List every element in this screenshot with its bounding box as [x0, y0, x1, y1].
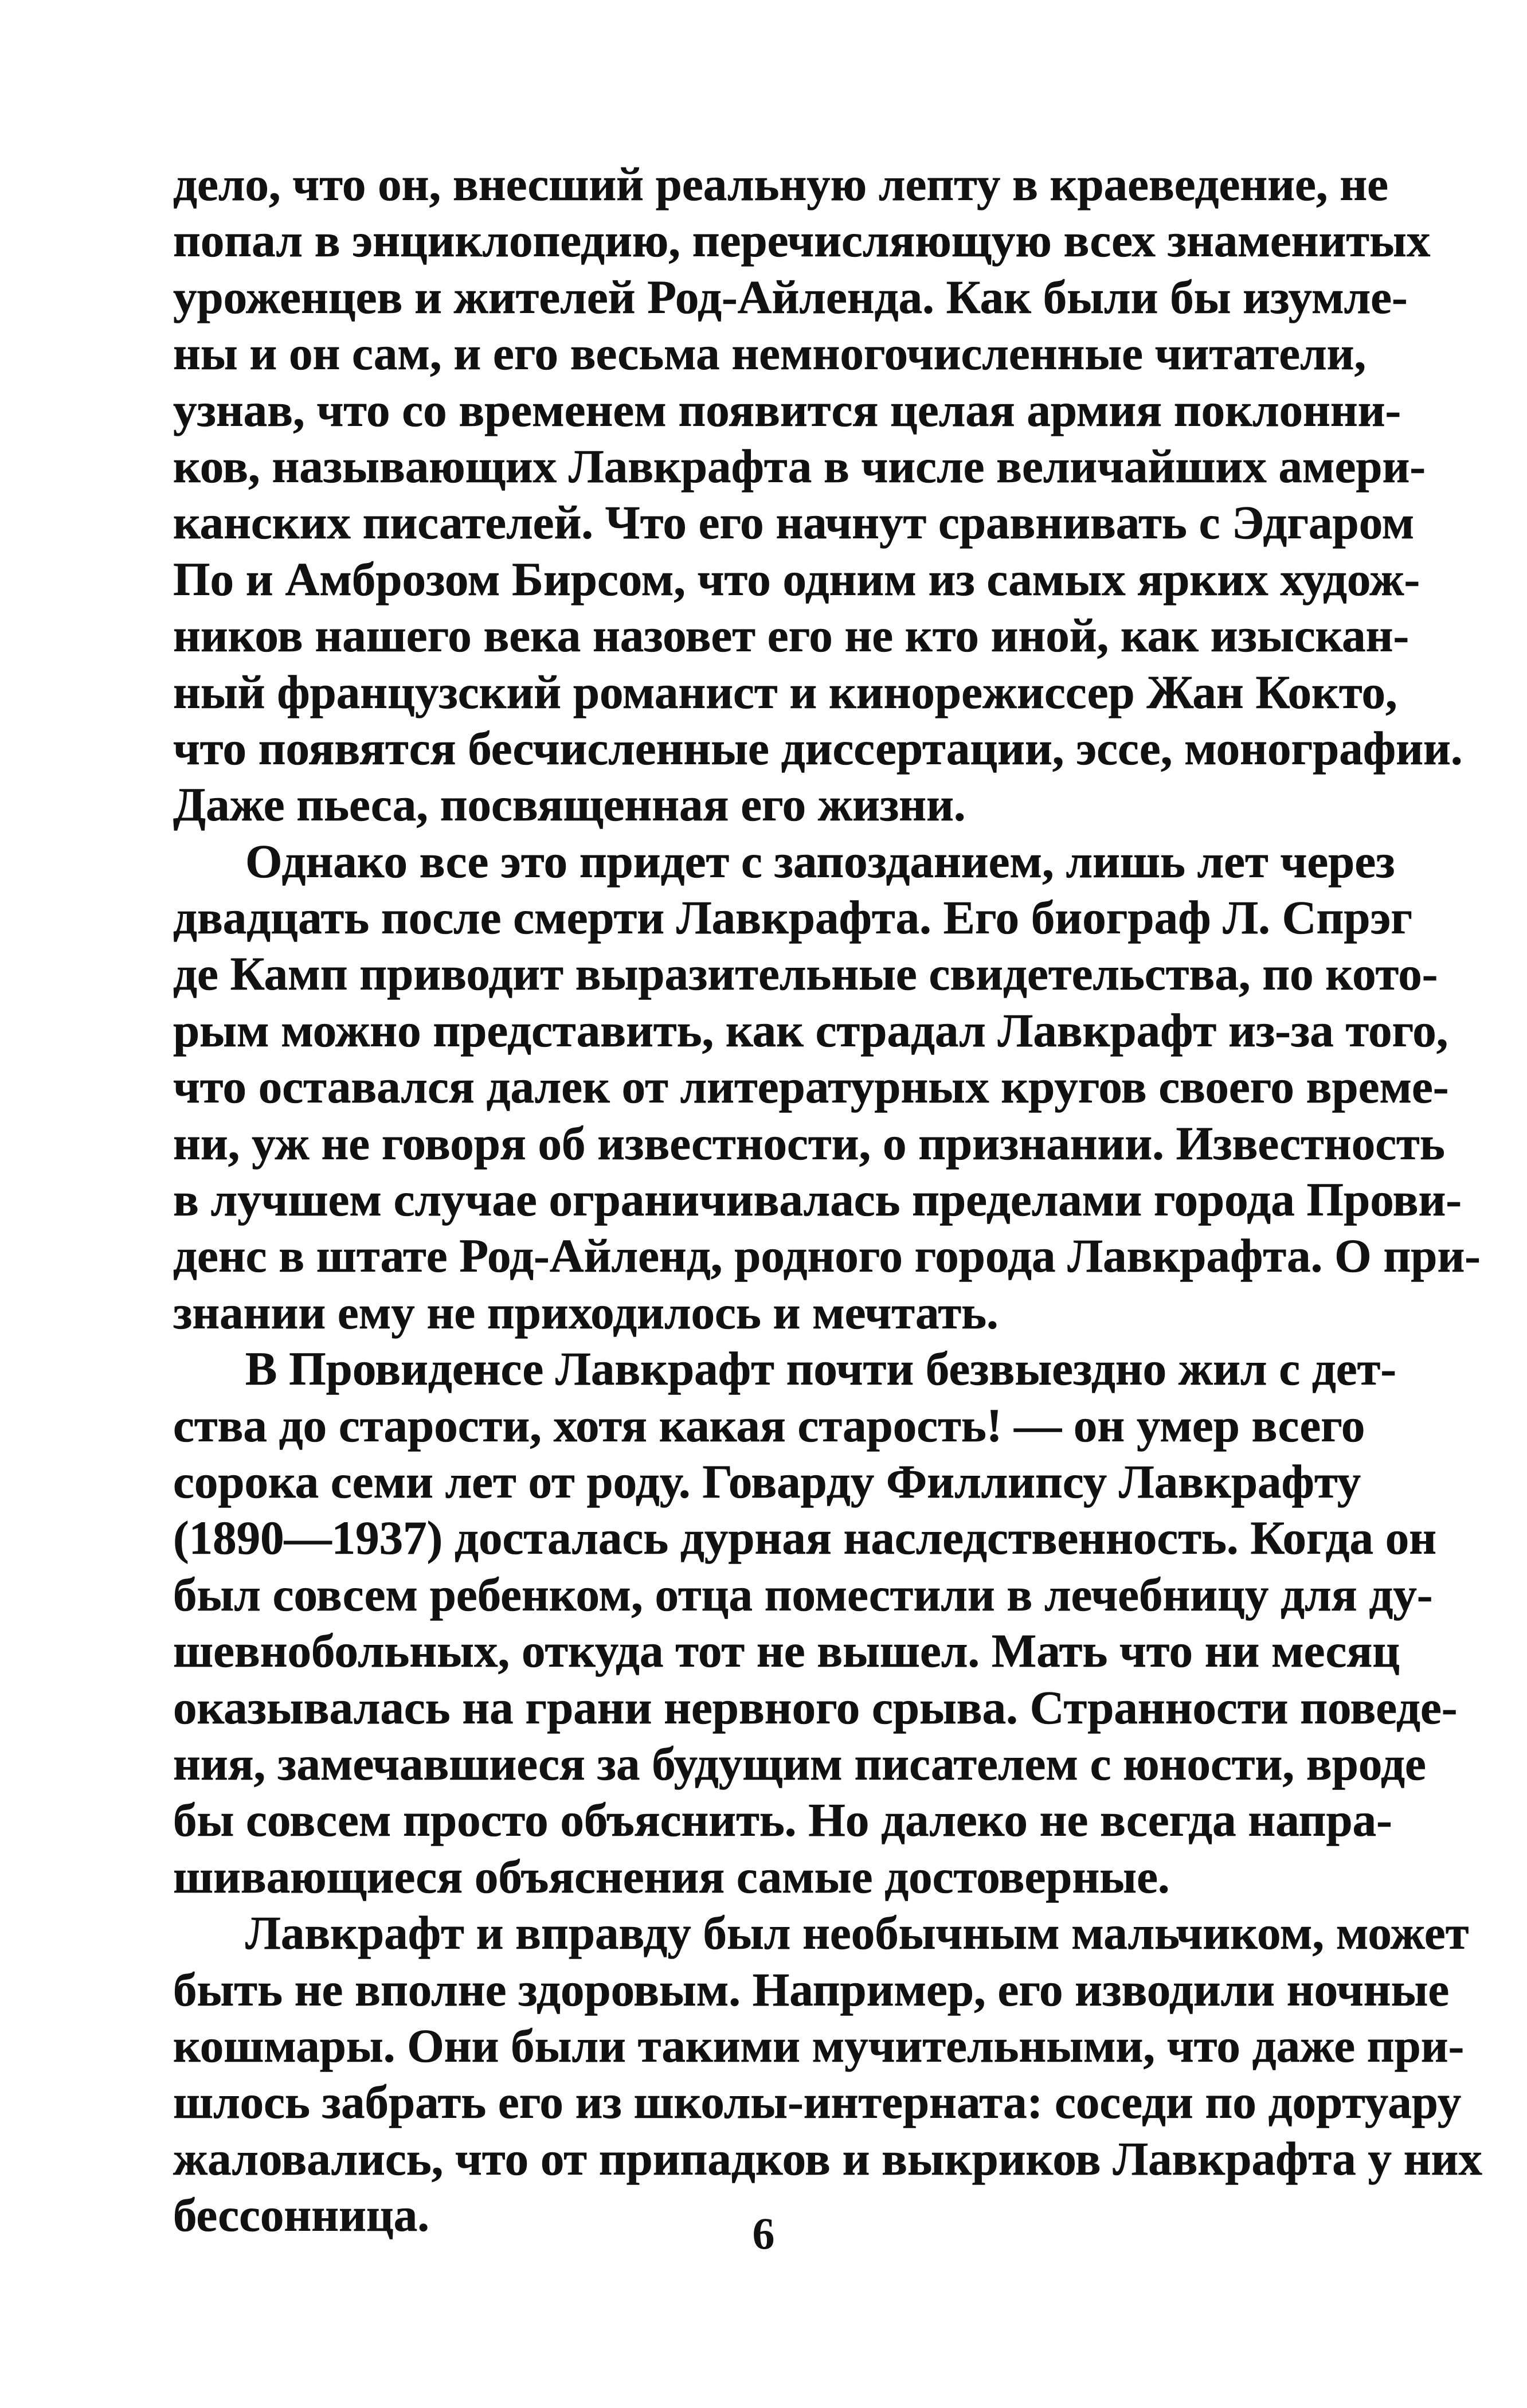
text-line: шлось забрать его из школы-интерната: соседи по дортуару [173, 2075, 1462, 2129]
text-line: быть не вполне здоровым. Например, его изводили ночные [173, 1963, 1450, 2016]
text-line: жаловались, что от припадков и выкриков Лавкрафта у них [173, 2132, 1482, 2185]
text-line: рым можно представить, как страдал Лавкрафт из-за того, [173, 1003, 1448, 1057]
text-line: узнав, что со временем появится целая армия поклонни- [173, 383, 1401, 436]
text-line: дело, что он, внесший реальную лепту в краеведение, не [173, 158, 1389, 210]
paragraph-4 [173, 1905, 1482, 2243]
text-line: шивающиеся объяснения самые достоверные. [173, 1850, 1170, 1903]
text-line: попал в энциклопедию, перечисляющую всех знаменитых [173, 214, 1431, 267]
body-text [173, 156, 1482, 2243]
text-line: де Камп приводит выразительные свидетельства, по кото- [173, 947, 1438, 1000]
paragraph-1 [173, 156, 1463, 833]
text-line: знании ему не приходилось и мечтать. [173, 1285, 999, 1339]
text-line: Даже пьеса, посвященная его жизни. [173, 778, 966, 831]
text-line: денс в штате Род-Айленд, родного города Лавкрафта. О при- [173, 1229, 1481, 1283]
text-line: ный французский романист и кинорежиссер Жан Кокто, [173, 665, 1397, 718]
text-line: ков, называющих Лавкрафта в числе величайших амери- [173, 439, 1426, 492]
text-line: что появятся бесчисленные диссертации, эссе, монографии. [173, 721, 1463, 775]
text-line: ни, уж не говоря об известности, о признании. Известность [173, 1116, 1445, 1170]
text-line: Лавкрафт и вправду был необычным мальчиком, может [245, 1906, 1469, 1960]
text-line: бессонница. [173, 2188, 429, 2242]
text-line: шевнобольных, откуда тот не вышел. Мать что ни месяц [173, 1624, 1400, 1678]
text-line: (1890—1937) досталась дурная наследственность. Когда он [173, 1511, 1437, 1565]
text-line: двадцать после смерти Лавкрафта. Его биограф Л. Спрэг [173, 891, 1413, 944]
text-line: в лучшем случае ограничивалась пределами города Прови- [173, 1173, 1462, 1226]
text-line: В Провиденсе Лавкрафт почти безвыездно жил с дет- [245, 1342, 1397, 1395]
text-line: ны и он сам, и его весьма немногочисленные читатели, [173, 327, 1367, 380]
paragraph-3 [173, 1340, 1458, 1905]
text-line: кошмары. Они были такими мучительными, что даже при- [173, 2019, 1465, 2072]
text-line: бы совсем просто объяснить. Но далеко не всегда напра- [173, 1793, 1392, 1847]
text-line: оказывалась на грани нервного срыва. Странности поведе- [173, 1680, 1458, 1734]
paragraph-2 [173, 833, 1481, 1341]
text-line: канских писателей. Что его начнут сравнивать с Эдгаром [173, 496, 1415, 549]
text-line: сорока семи лет от роду. Говарду Филлипсу Лавкрафту [173, 1455, 1361, 1508]
text-line: ства до старости, хотя какая старость! — он умер всего [173, 1398, 1365, 1452]
page-number: 6 [752, 2208, 775, 2258]
text-line: что оставался далек от литературных кругов своего време- [173, 1060, 1449, 1113]
text-line: был совсем ребенком, отца поместили в лечебницу для ду- [173, 1567, 1433, 1621]
text-line: уроженцев и жителей Род-Айленда. Как были бы изумле- [173, 270, 1408, 323]
text-line: ния, замечавшиеся за будущим писателем с юности, вроде [173, 1737, 1426, 1790]
text-line: Однако все это придет с запозданием, лишь лет через [245, 834, 1395, 888]
text-line: По и Амброзом Бирсом, что одним из самых ярких худож- [173, 552, 1420, 605]
text-line: ников нашего века назовет его не кто иной, как изыскан- [173, 609, 1409, 662]
